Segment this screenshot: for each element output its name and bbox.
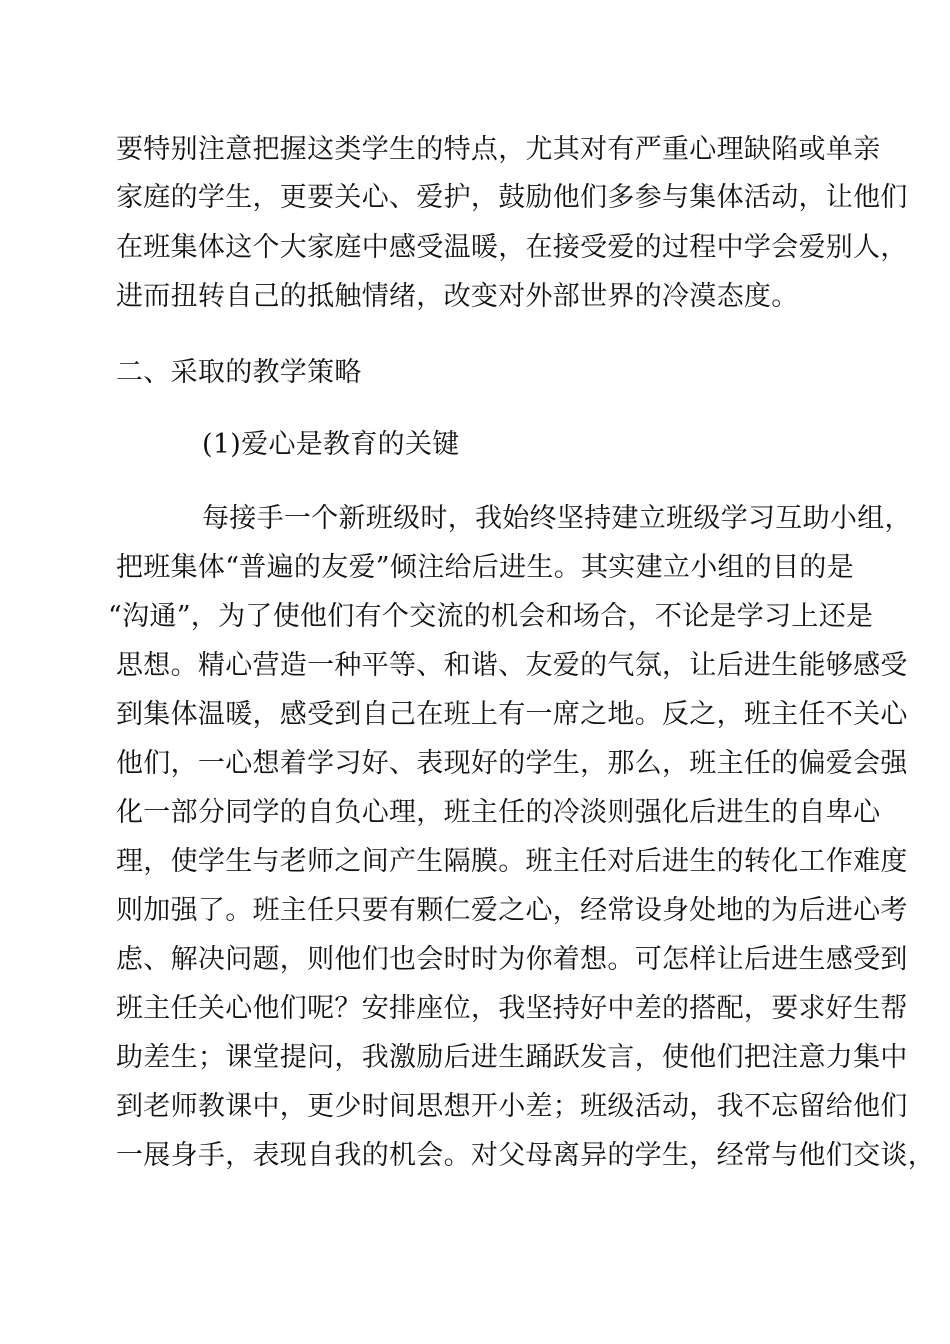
paragraph-line: 他们，一心想着学习好、表现好的学生，那么，班主任的偏爱会强 <box>116 748 908 779</box>
paragraph-line: 进而扭转自己的抵触情绪，改变对外部世界的冷漠态度。 <box>116 281 799 312</box>
subheading: (1)爱心是教育的关键 <box>202 429 460 460</box>
paragraph-line: 化一部分同学的自负心理，班主任的冷淡则强化后进生的自卑心 <box>116 797 881 828</box>
paragraph-line: 思想。精心营造一种平等、和谐、友爱的气氛，让后进生能够感受 <box>116 650 908 681</box>
paragraph-line: 要特别注意把握这类学生的特点，尤其对有严重心理缺陷或单亲 <box>116 134 881 165</box>
paragraph-line: 虑、解决问题，则他们也会时时为你着想。可怎样让后进生感受到 <box>116 944 908 975</box>
paragraph-line: 一展身手，表现自我的机会。对父母离异的学生，经常与他们交谈， <box>116 1140 935 1171</box>
paragraph-line: “沟通”，为了使他们有个交流的机会和场合，不论是学习上还是 <box>108 601 874 632</box>
paragraph-line: 则加强了。班主任只要有颗仁爱之心，经常设身处地的为后进心考 <box>116 895 908 926</box>
paragraph-line: 把班集体“普遍的友爱”倾注给后进生。其实建立小组的目的是 <box>116 552 855 583</box>
paragraph-line: 家庭的学生，更要关心、爱护，鼓励他们多参与集体活动，让他们 <box>116 182 908 213</box>
paragraph-line: 到集体温暖，感受到自己在班上有一席之地。反之，班主任不关心 <box>116 699 908 730</box>
paragraph-line: 到老师教课中，更少时间思想开小差；班级活动，我不忘留给他们 <box>116 1091 908 1122</box>
paragraph-line: 助差生；课堂提问，我激励后进生踊跃发言，使他们把注意力集中 <box>116 1042 908 1073</box>
paragraph-line: 班主任关心他们呢？安排座位，我坚持好中差的搭配，要求好生帮 <box>116 993 908 1024</box>
paragraph-line: 每接手一个新班级时，我始终坚持建立班级学习互助小组， <box>202 503 912 534</box>
paragraph-line: 理，使学生与老师之间产生隔膜。班主任对后进生的转化工作难度 <box>116 846 908 877</box>
paragraph-line: 在班集体这个大家庭中感受温暖，在接受爱的过程中学会爱别人， <box>116 232 908 263</box>
section-heading: 二、采取的教学策略 <box>116 357 362 388</box>
